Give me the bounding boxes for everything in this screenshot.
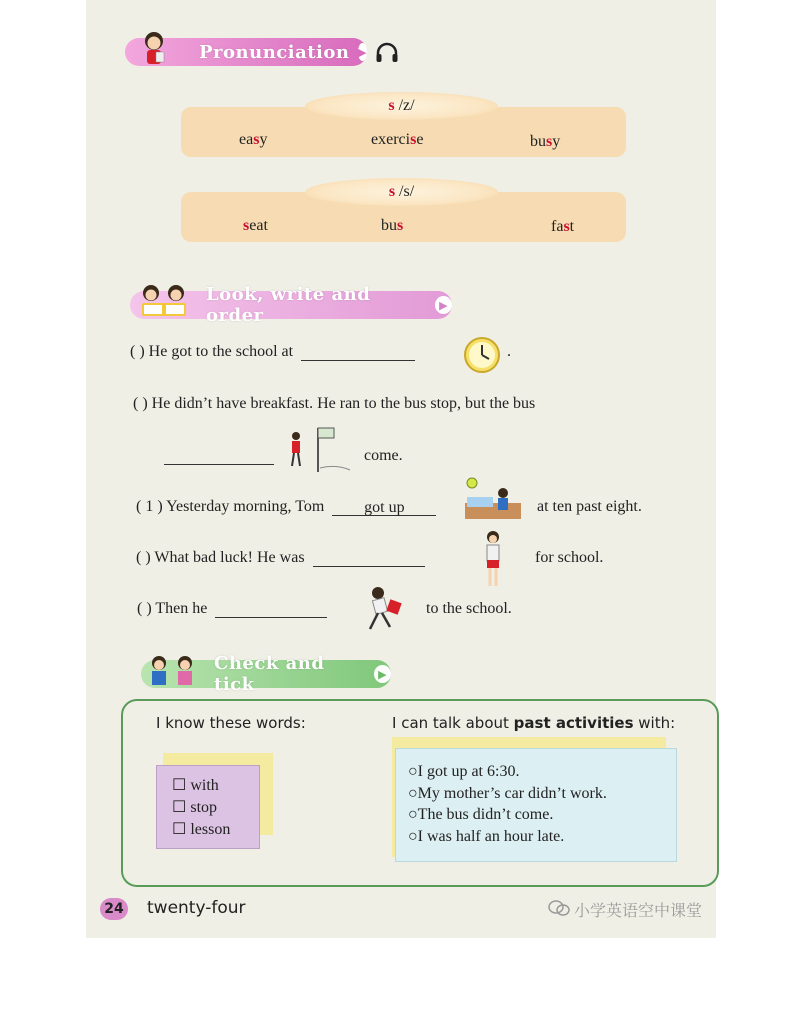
word-fast: fast (551, 218, 575, 235)
radio-circle-icon[interactable]: ○ (408, 828, 418, 845)
check-and-tick-banner (141, 653, 391, 695)
page-number-words: twenty-four (147, 898, 246, 918)
radio-circle-icon[interactable]: ○ (408, 763, 418, 780)
word-item-lesson[interactable]: ☐ lesson (172, 821, 231, 838)
word-bus: bus (381, 217, 404, 234)
checkbox-icon[interactable]: ☐ (172, 821, 187, 838)
exercise-line-2-end: come. (364, 447, 403, 464)
watermark-text: 小学英语空中课堂 (574, 901, 703, 920)
page-number-badge: 24 (100, 898, 128, 920)
answer-blank-1[interactable] (301, 344, 415, 361)
word-seat: seat (243, 217, 268, 234)
exercise-line-3: ( 1 ) Yesterday morning, Tom got up (136, 498, 436, 516)
radio-circle-icon[interactable]: ○ (408, 785, 418, 802)
exercise-line-1-end: . (507, 343, 511, 360)
pronunciation-title: Pronunciation (199, 41, 350, 63)
answer-blank-5[interactable] (215, 601, 327, 618)
arrow-right-icon: ▶ (435, 296, 452, 314)
sentence-item-4[interactable]: ○I was half an hour late. (408, 828, 565, 845)
word-item-stop[interactable]: ☐ stop (172, 799, 218, 816)
word-easy: easy (239, 131, 268, 148)
checkbox-icon[interactable]: ☐ (172, 799, 187, 816)
exercise-line-2: ( ) He didn’t have breakfast. He ran to the bus stop, but the bus (133, 395, 536, 412)
headphones-icon[interactable] (375, 42, 399, 69)
exercise-line-4-end: for school. (535, 549, 604, 566)
clock-icon (463, 336, 501, 379)
word-item-with[interactable]: ☐ with (172, 777, 219, 794)
answer-got-up: got up (364, 499, 405, 516)
sentence-item-1[interactable]: ○I got up at 6:30. (408, 763, 520, 780)
sound-oval-z: s /z/ (305, 92, 498, 120)
answer-blank-2[interactable] (164, 448, 274, 465)
word-exercise: exercise (371, 131, 424, 148)
bus-stop-boy-icon (286, 424, 352, 479)
exercise-line-3-end: at ten past eight. (537, 498, 642, 515)
answer-blank-4[interactable] (313, 550, 425, 567)
exercise-line-5: ( ) Then he (137, 600, 327, 618)
look-write-order-banner (130, 284, 452, 326)
words-heading: I know these words: (156, 714, 306, 732)
boy-running-icon (362, 585, 408, 640)
exercise-line-4: ( ) What bad luck! He was (136, 549, 425, 567)
boy-waking-up-icon (463, 477, 523, 528)
children-icon (145, 654, 201, 693)
children-reading-icon (136, 283, 192, 324)
arrow-right-icon: ▶ (374, 665, 391, 683)
word-busy: busy (530, 133, 561, 150)
arrow-right-icon: ▶ (358, 43, 368, 61)
exercise-line-1: ( ) He got to the school at (130, 343, 415, 361)
radio-circle-icon[interactable]: ○ (408, 806, 418, 823)
sound-oval-s: s /s/ (305, 178, 498, 206)
sentence-item-3[interactable]: ○The bus didn’t come. (408, 806, 554, 823)
activities-heading: I can talk about past activities with: (392, 714, 676, 732)
checkbox-icon[interactable]: ☐ (172, 777, 187, 794)
answer-blank-3[interactable] (332, 499, 436, 516)
wechat-icon (548, 899, 570, 922)
look-write-order-title: Look, write and order (206, 284, 371, 326)
girl-character-icon (139, 30, 169, 71)
sentence-item-2[interactable]: ○My mother’s car didn’t work. (408, 785, 607, 802)
pronunciation-banner (125, 38, 367, 66)
exercise-line-5-end: to the school. (426, 600, 512, 617)
check-and-tick-title: Check and tick (214, 653, 325, 695)
boy-standing-icon (482, 530, 504, 595)
